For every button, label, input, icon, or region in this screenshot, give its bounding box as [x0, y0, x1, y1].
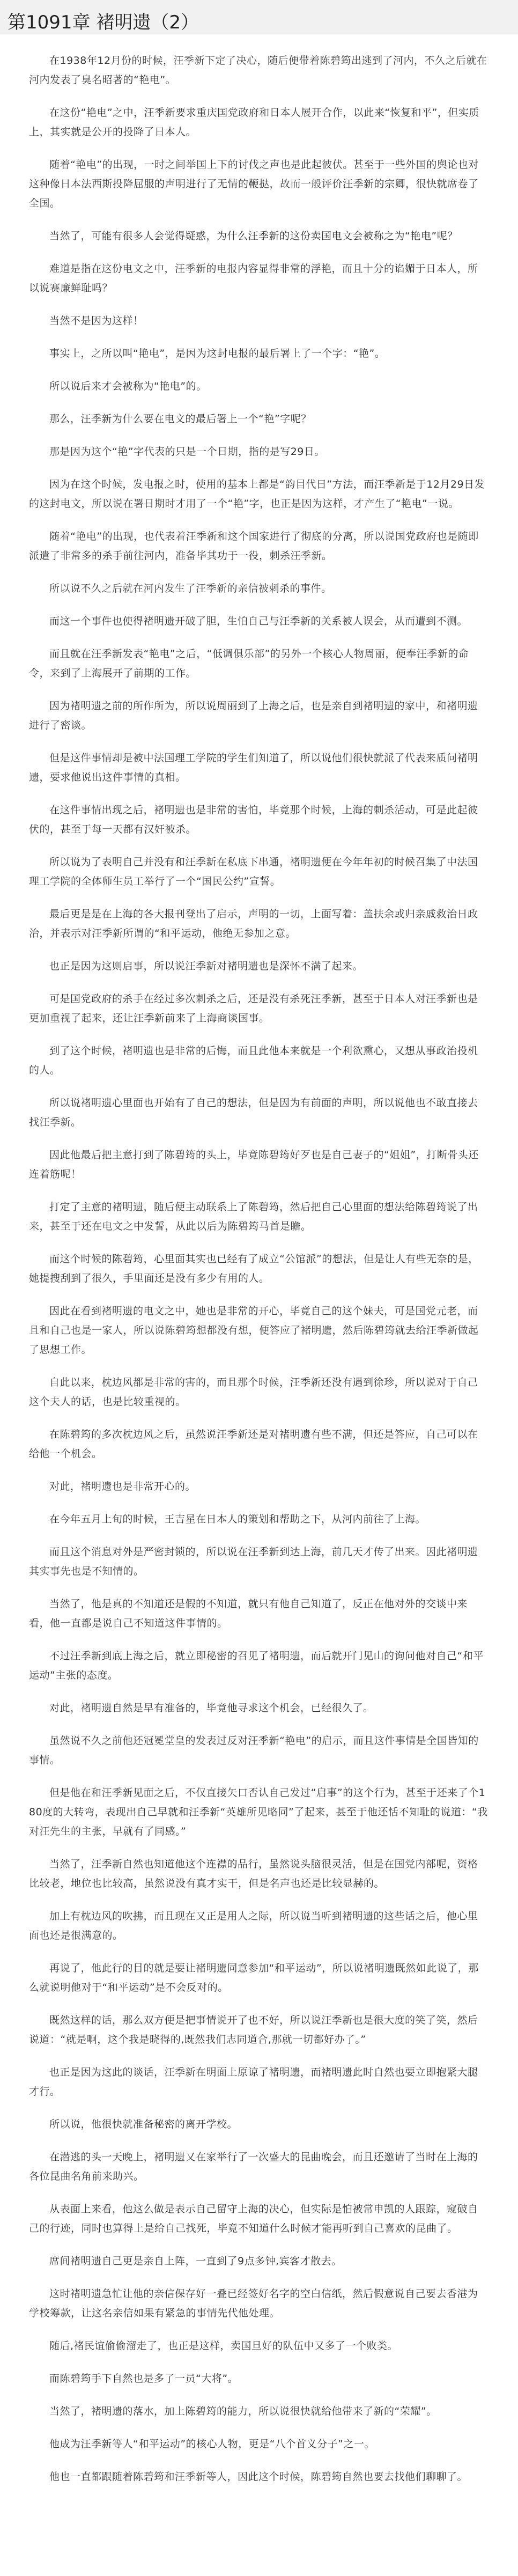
paragraph: 最后更是是在上海的各大报刊登出了启示，声明的一切，上面写着：盖扶余或归亲戚救治日政治，并表示对汪季新所谓的“和平运动，他绝无参加之意。 [29, 908, 478, 939]
paragraph: 虽然说不久之前他还冠冕堂皇的发表过反对汪季新“艳电”的启示，而且这件事情是全国皆知的事情。 [29, 1735, 479, 1766]
paragraph: 加上有枕边风的吹拂，而且现在又正是用人之际，所以说当听到褚明遗的这些话之后，他心里面也还是很满意的。 [29, 1910, 478, 1941]
paragraph: 自此以来，枕边风都是非常的害的，而且那个时候，汪季新还没有遇到徐珍，所以说对于自己这个夫人的话，也是比较重视的。 [29, 1377, 478, 1408]
paragraph: 到了这个时候，褚明遗也是非常的后悔，而且此他本来就是一个利欲熏心，又想从事政治投机的人。 [29, 1045, 478, 1076]
paragraph: 打定了主意的褚明遗，随后便主动联系上了陈碧筠，然后把自己心里面的想法给陈碧筠说了出来，甚至于还在电文之中发誓，从此以后为陈碧筠马首是瞻。 [29, 1201, 478, 1232]
paragraph: 随后,褚民谊偷偷溜走了，也正是这样，卖国旦好的队伍中又多了一个败类。 [49, 2340, 398, 2352]
paragraph: 但是他在和汪季新见面之后，不仅直接矢口否认自己发过“启事”的这个行为，甚至于还来了个180度的大转弯，表现出自己早就和汪季新“英雄所见略同”了起来，甚至于他还恬不知耻的说道：“我对汪先生的主张，早就有了同感。” [29, 1787, 488, 1837]
paragraph: 难道是指在这份电文之中，汪季新的电报内容显得非常的浮艳，而且十分的谄媚于日本人，所以说赛廉鲜耻吗？ [29, 263, 478, 294]
paragraph: 这时褚明遗急忙让他的亲信保存好一叠已经签好名字的空白信纸，然后假意说自己要去香港为学校筹款，让这名亲信如果有紧急的事情先代他处理。 [29, 2288, 478, 2319]
chapter-content [0, 51, 518, 2486]
paragraph: 对此，褚明遗自然是早有准备的，毕竟他寻求这个机会，已经很久了。 [49, 1702, 374, 1714]
paragraph: 当然了，褚明遗的落水，加上陈碧筠的能力，所以说很快就给他带来了新的“荣耀”。 [49, 2405, 437, 2417]
paragraph: 而且这个消息对外是严密封锁的，所以说在汪季新到达上海，前几天才传了出来。因此褚明遗其实事先也是不知情的。 [29, 1546, 478, 1577]
paragraph: 所以说后来才会被称为“艳电”的。 [49, 380, 207, 392]
paragraph: 在这件事情出现之后，褚明遗也是非常的害怕，毕竟那个时候，上海的刺杀活动，可是此起彼伏的，甚至于每一天都有汉奸被杀。 [29, 804, 478, 835]
paragraph: 在1938年12月份的时候，汪季新下定了决心，随后便带着陈碧筠出逃到了河内，不久之后就在河内发表了臭名昭著的“艳电”。 [29, 55, 487, 86]
paragraph: 随着“艳电”的出现，一时之间举国上下的讨伐之声也是此起彼伏。甚至于一些外国的舆论也对这种像日本法西斯投降屈服的声明进行了无情的鞭挞，故而一般评价汪季新的宗卿，很快就席卷了全国。 [29, 159, 479, 209]
paragraph: 也正是因为这此的谈话，汪季新在明面上原谅了褚明遗，而褚明遗此时自然也要立即抱紧大腿才行。 [29, 2066, 478, 2097]
paragraph: 而陈碧筠手下自然也是多了一员“大将”。 [49, 2373, 239, 2384]
paragraph: 当然了，他是真的不知道还是假的不知道，就只有他自己知道了，反正在他对外的交谈中来看，他一直都是说自己不知道这件事情的。 [29, 1598, 468, 1629]
paragraph: 他也一直都跟随着陈碧筠和汪季新等人，因此这个时候，陈碧筠自然也要去找他们聊聊了。 [49, 2471, 468, 2483]
paragraph: 对此，褚明遗也是非常开心的。 [49, 1481, 196, 1492]
paragraph: 因为在这个时候，发电报之时，使用的基本上都是“韵目代日”方法，而汪季新是于12月29日发的这封电文，所以说在署日期时才用了一个“艳”字，也正是因为这样，才产生了“艳电”一说。 [29, 479, 485, 510]
paragraph: 那是因为这个“艳”字代表的只是一个日期，指的是写29日。 [49, 446, 325, 458]
paragraph: 所以说，他很快就准备秘密的离开学校。 [49, 2118, 238, 2130]
paragraph: 在陈碧筠的多次枕边风之后，虽然说汪季新还是对褚明遗有些不满，但还是答应，自己可以在给他一个机会。 [29, 1429, 478, 1460]
paragraph: 事实上，之所以叫“艳电”，是因为这封电报的最后署上了一个字：“艳”。 [49, 348, 386, 359]
chapter-title: 第1091章 褚明遗（2） [8, 12, 199, 33]
paragraph: 席间褚明遗自己更是亲自上阵，一直到了9点多钟,宾客才散去。 [49, 2255, 342, 2267]
paragraph: 所以说为了表明自己并没有和汪季新在私底下串通，褚明遗便在今年年初的时候召集了中法国理工学院的全体师生员工举行了一个“国民公约”宣誓。 [29, 856, 478, 887]
paragraph: 而这一个事件也使得褚明遗开破了胆，生怕自己与汪季新的关系被人误会，从而遭到不测。 [49, 615, 468, 627]
paragraph: 再说了，他此行的目的就是要让褚明遗同意参加“和平运动”，所以说褚明遗既然如此说了，那么就说明他对于“和平运动”是不会反对的。 [29, 1962, 479, 1993]
paragraph: 也正是因为这则启事，所以说汪季新对褚明遗也是深怀不满了起来。 [49, 960, 364, 972]
paragraph: 因此在看到褚明遗的电文之中，她也是非常的开心，毕竟自己的这个妹夫，可是国党元老，而且和自己也是一家人，所以说陈碧筠想都没有想，便答应了褚明遗，然后陈碧筠就去给汪季新做起了思想工作。 [29, 1305, 479, 1356]
paragraph: 在潜逃的头一天晚上，褚明遗又在家举行了一次盛大的昆曲晚会，而且还邀请了当时在上海的各位昆曲名角前来助兴。 [29, 2151, 478, 2182]
paragraph: 但是这件事情却是被中法国理工学院的学生们知道了，所以说他们很快就派了代表来质问褚明遗，要求他说出这件事情的真相。 [29, 752, 478, 783]
paragraph: 他成为汪季新等人“和平运动”的核心人物，更是“八个首义分子”之一。 [49, 2438, 375, 2450]
paragraph: 在今年五月上旬的时候，王吉星在日本人的策划和帮助之下，从河内前往了上海。 [49, 1513, 426, 1525]
paragraph: 当然了，汪季新自然也知道他这个连襟的品行，虽然说头脑很灵活，但是在国党内部呢，资格比较老，地位也比较高，虽然说没有真才实干，但是名声也还是比较显赫的。 [29, 1858, 478, 1889]
paragraph: 那么，汪季新为什么要在电文的最后署上一个“艳”字呢？ [49, 413, 312, 425]
paragraph: 在这份“艳电”之中，汪季新要求重庆国党政府和日本人展开合作，以此来“恢复和平”，但实质上，其实就是公开的投降了日本人。 [29, 107, 479, 138]
paragraph: 可是国党政府的杀手在经过多次刺杀之后，还是没有杀死汪季新，甚至于日本人对汪季新也是更加重视了起来，还让汪季新前来了上海商谈国事。 [29, 993, 478, 1024]
paragraph: 当然不是因为这样！ [49, 315, 144, 327]
paragraph: 而且就在汪季新发表“艳电”之后，“低调俱乐部”的另外一个核心人物周丽，便奉汪季新的命令，来到了上海展开了前期的工作。 [29, 648, 469, 679]
paragraph: 所以说褚明遗心里面也开始有了自己的想法，但是因为有前面的声明，所以说他也不敢直接去找汪季新。 [29, 1097, 478, 1128]
paragraph: 当然了，可能有很多人会觉得疑惑，为什么汪季新的这份卖国电文会被称之为“艳电”呢？ [49, 230, 458, 242]
paragraph: 随着“艳电”的出现，也代表着汪季新和这个国家进行了彻底的分离，所以说国党政府也是随即派遣了非常多的杀手前往河内，准备毕其功于一役，刺杀汪季新。 [29, 531, 479, 562]
paragraph: 不过汪季新到底上海之后，就立即秘密的召见了褚明遗，而后就开门见山的询问他对自己“和平运动”主张的态度。 [29, 1650, 484, 1681]
paragraph: 因此他最后把主意打到了陈碧筠的头上，毕竟陈碧筠好歹也是自己妻子的“姐姐”，打断骨头还连着筋呢！ [29, 1149, 479, 1180]
paragraph: 从表面上来看，他这么做是表示自己留守上海的决心，但实际是怕被常申凯的人跟踪，窥破自己的行迹，同时也算得上是给自己找死，毕竟不知道什么时候才能再听到自己喜欢的昆曲了。 [29, 2203, 478, 2234]
paragraph: 所以说不久之后就在河内发生了汪季新的亲信被刺杀的事件。 [49, 583, 332, 594]
paragraph: 而这个时候的陈碧筠，心里面其实也已经有了成立“公馆派”的想法，但是让人有些无奈的是，她提搜刮到了很久，手里面还是没有多少有用的人。 [29, 1253, 479, 1284]
paragraph: 既然这样的话，那么双方便是把事情说开了也不好，所以说汪季新也是很大度的笑了笑，然后说道：“就是啊，这个我是晓得的,既然我们志同道合,那就一切都好办了。” [29, 2014, 478, 2045]
chapter-header [0, 0, 518, 34]
paragraph: 因为褚明遗之前的所作所为，所以说周丽到了上海之后，也是亲自到褚明遗的家中，和褚明遗进行了密谈。 [29, 700, 478, 731]
